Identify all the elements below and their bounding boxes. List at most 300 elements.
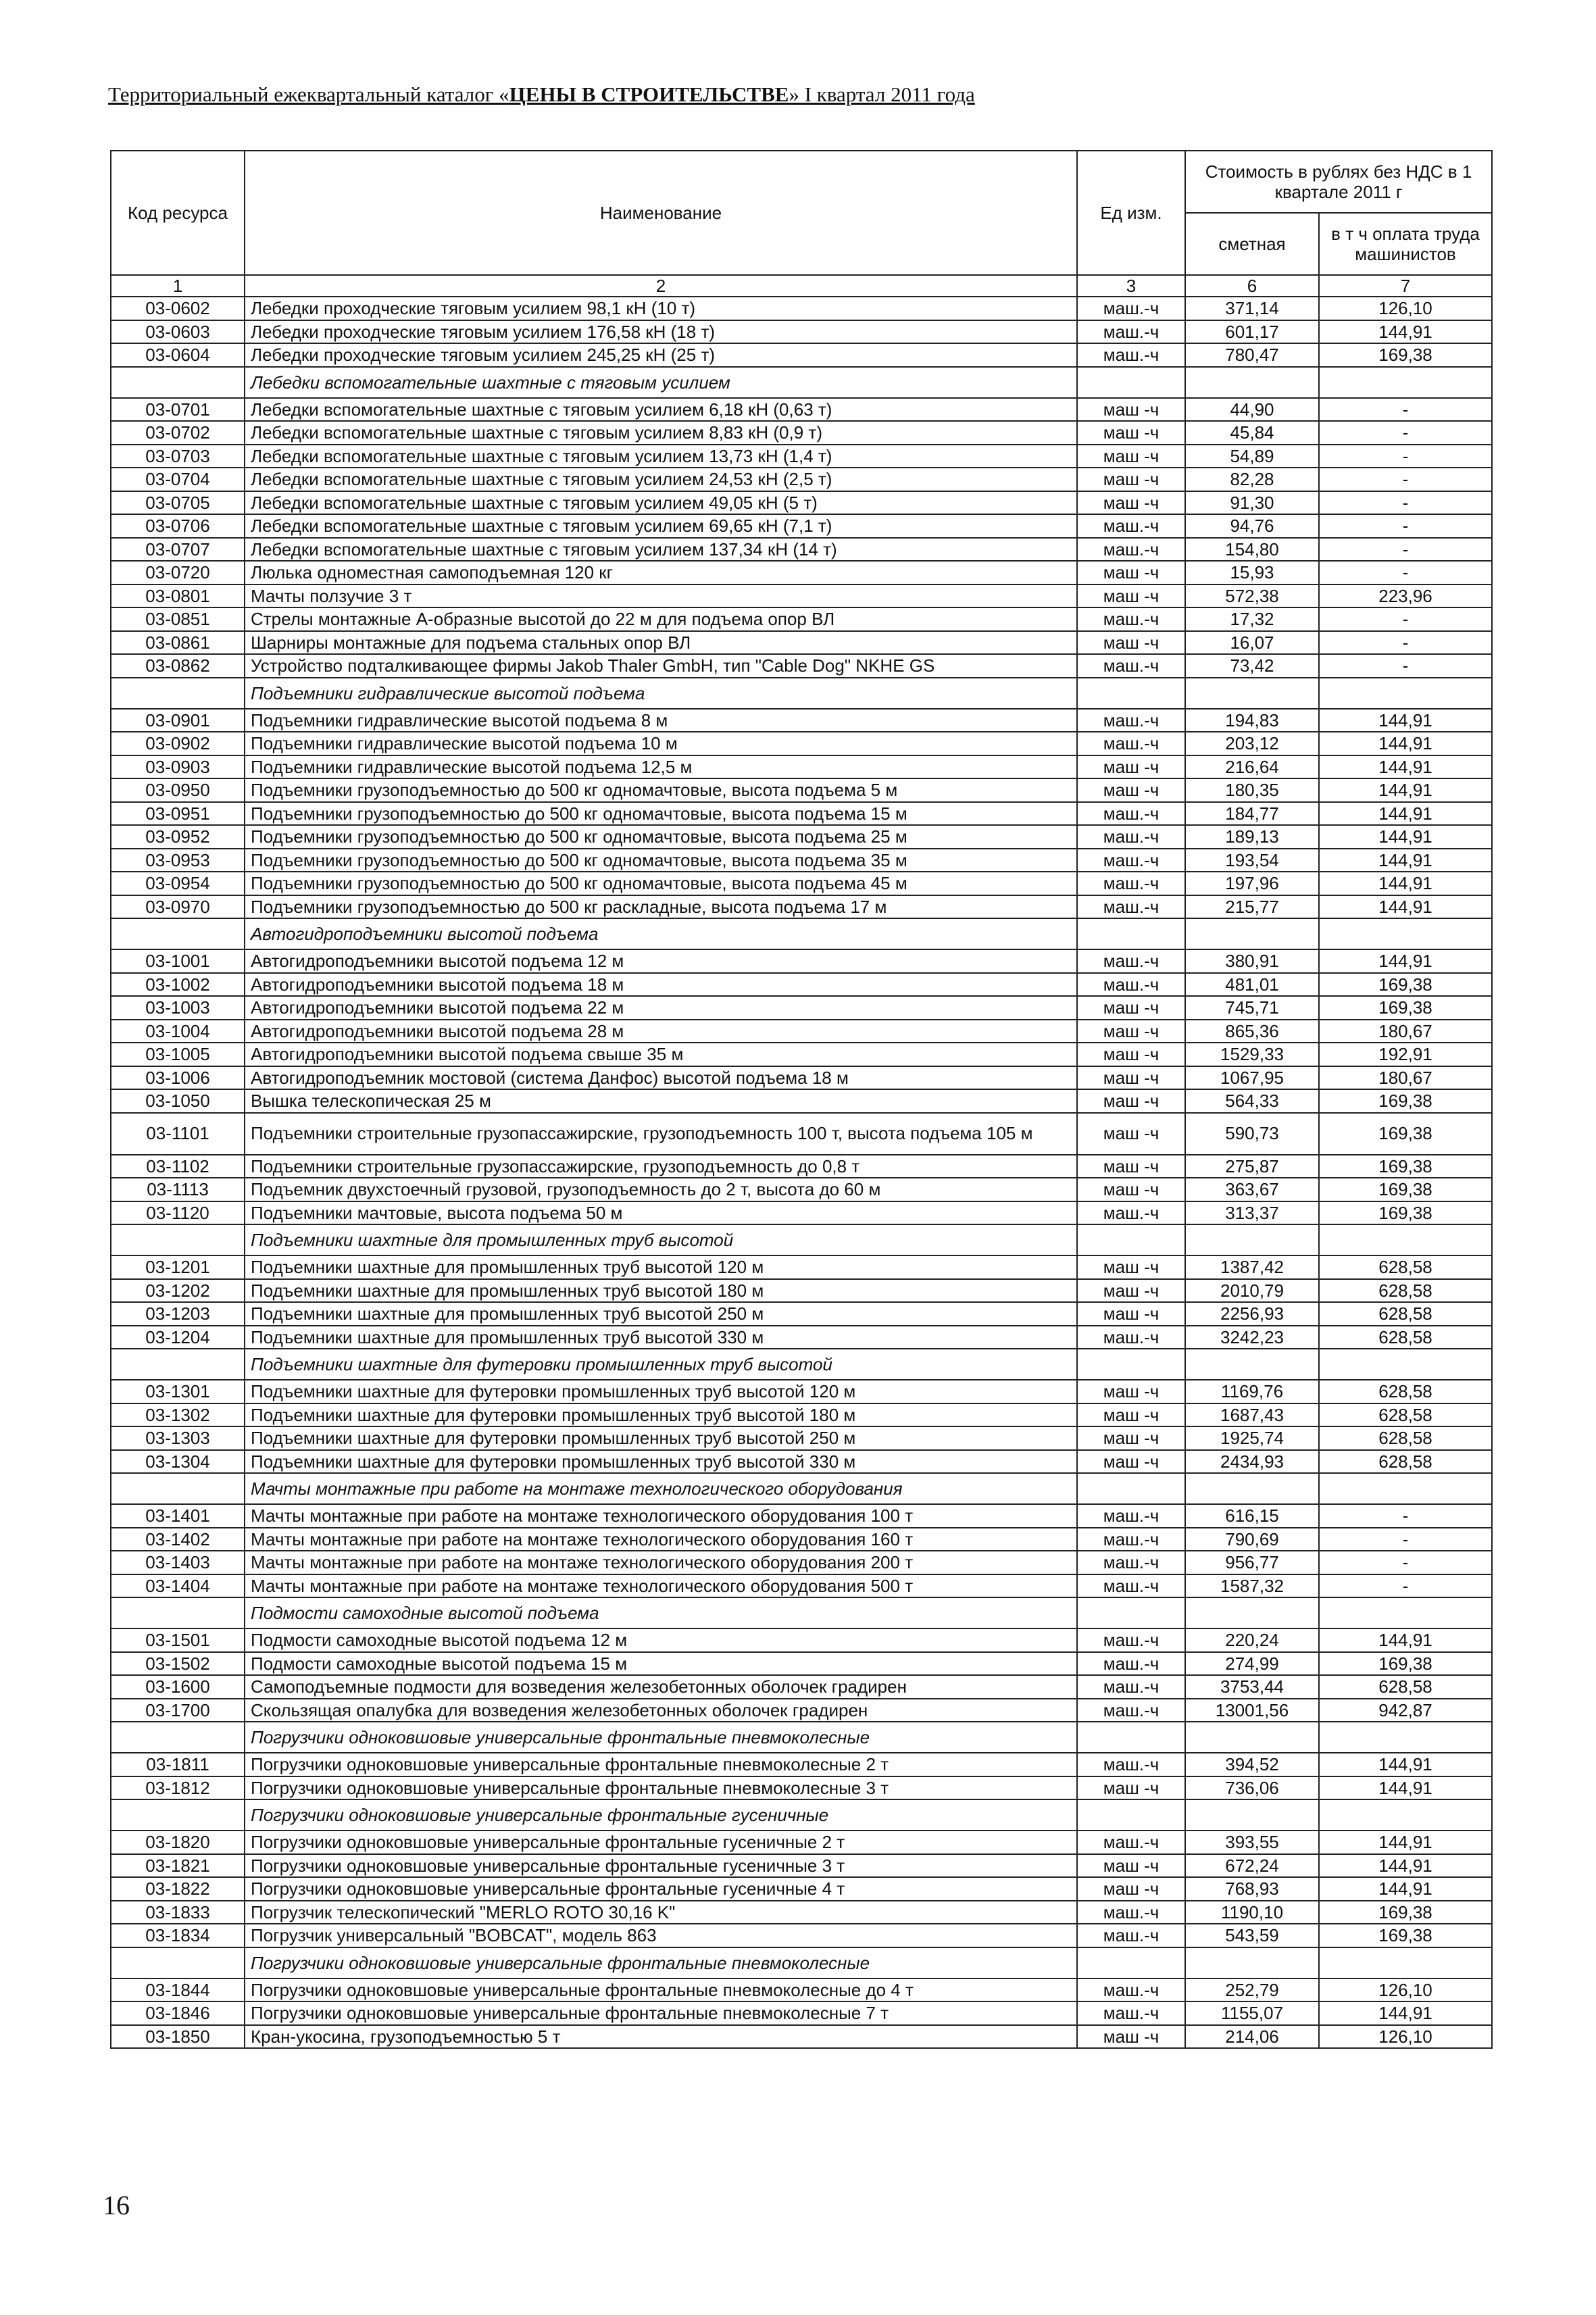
group-cost-cell — [1185, 678, 1319, 709]
unit-of-measure: маш.-ч — [1077, 320, 1185, 344]
page-number: 16 — [103, 2190, 130, 2220]
resource-name: Погрузчики одноковшовые универсальные фронтальные пневмоколесные 2 т — [245, 1753, 1077, 1776]
resource-name: Кран-укосина, грузоподъемностью 5 т — [245, 2025, 1077, 2049]
unit-of-measure: маш -ч — [1077, 1279, 1185, 1303]
column-number: 2 — [245, 275, 1077, 297]
group-title: Погрузчики одноковшовые универсальные фронтальные пневмоколесные — [245, 1722, 1077, 1753]
unit-of-measure: маш -ч — [1077, 1155, 1185, 1178]
resource-code: 03-1002 — [111, 973, 245, 997]
operator-labor-cost: 628,58 — [1319, 1426, 1492, 1450]
table-row — [111, 1574, 1492, 1598]
resource-code: 03-0720 — [111, 561, 245, 584]
table-row — [111, 1753, 1492, 1776]
resource-code: 03-0951 — [111, 802, 245, 826]
estimated-cost: 54,89 — [1185, 445, 1319, 468]
estimated-cost: 3753,44 — [1185, 1675, 1319, 1699]
unit-of-measure: маш.-ч — [1077, 1326, 1185, 1349]
operator-labor-cost: 144,91 — [1319, 709, 1492, 732]
resource-code: 03-1834 — [111, 1924, 245, 1947]
unit-of-measure: маш.-ч — [1077, 654, 1185, 678]
resource-name: Подъемники шахтные для футеровки промышленных труб высотой 330 м — [245, 1450, 1077, 1474]
resource-code: 03-1301 — [111, 1380, 245, 1403]
resource-name: Подъемники грузоподъемностью до 500 кг одномачтовые, высота подъема 5 м — [245, 778, 1077, 802]
operator-labor-cost: 169,38 — [1319, 1924, 1492, 1947]
resource-code: 03-1004 — [111, 1020, 245, 1043]
resource-code: 03-1050 — [111, 1089, 245, 1113]
table-row — [111, 1675, 1492, 1699]
estimated-cost: 601,17 — [1185, 320, 1319, 344]
operator-labor-cost: 144,91 — [1319, 778, 1492, 802]
resource-code: 03-1113 — [111, 1178, 245, 1201]
table-row — [111, 1020, 1492, 1043]
estimated-cost: 394,52 — [1185, 1753, 1319, 1776]
resource-name: Погрузчики одноковшовые универсальные фронтальные пневмоколесные до 4 т — [245, 1978, 1077, 2002]
table-row — [111, 1255, 1492, 1279]
table-row — [111, 2001, 1492, 2025]
header-code: Код ресурса — [111, 151, 245, 275]
table-row — [111, 1380, 1492, 1403]
estimated-cost: 203,12 — [1185, 732, 1319, 755]
operator-labor-cost: 144,91 — [1319, 755, 1492, 779]
operator-labor-cost: 126,10 — [1319, 2025, 1492, 2049]
estimated-cost: 1190,10 — [1185, 1901, 1319, 1924]
estimated-cost: 94,76 — [1185, 514, 1319, 538]
estimated-cost: 220,24 — [1185, 1628, 1319, 1652]
estimated-cost: 45,84 — [1185, 421, 1319, 445]
group-labor-cell — [1319, 1722, 1492, 1753]
estimated-cost: 590,73 — [1185, 1113, 1319, 1155]
resource-name: Подъемники шахтные для футеровки промышленных труб высотой 250 м — [245, 1426, 1077, 1450]
unit-of-measure: маш.-ч — [1077, 1574, 1185, 1598]
header-estimate: сметная — [1185, 213, 1319, 275]
resource-name: Подмости самоходные высотой подъема 15 м — [245, 1652, 1077, 1676]
group-unit-cell — [1077, 367, 1185, 398]
unit-of-measure: маш.-ч — [1077, 709, 1185, 732]
group-cost-cell — [1185, 1224, 1319, 1255]
resource-name: Погрузчики одноковшовые универсальные фронтальные пневмоколесные 3 т — [245, 1776, 1077, 1800]
unit-of-measure: маш -ч — [1077, 445, 1185, 468]
resource-name: Вышка телескопическая 25 м — [245, 1089, 1077, 1113]
estimated-cost: 73,42 — [1185, 654, 1319, 678]
unit-of-measure: маш.-ч — [1077, 1628, 1185, 1652]
resource-name: Подъемники грузоподъемностью до 500 кг одномачтовые, высота подъема 35 м — [245, 849, 1077, 872]
table-row — [111, 1089, 1492, 1113]
estimated-cost: 956,77 — [1185, 1551, 1319, 1574]
resource-code: 03-1203 — [111, 1302, 245, 1326]
resource-name: Лебедки вспомогательные шахтные с тяговым усилием 49,05 кН (5 т) — [245, 491, 1077, 515]
group-header-row — [111, 1224, 1492, 1255]
unit-of-measure: маш -ч — [1077, 1043, 1185, 1066]
resource-name: Лебедки проходческие тяговым усилием 98,1 кН (10 т) — [245, 297, 1077, 320]
group-title: Подъемники шахтные для промышленных труб высотой — [245, 1224, 1077, 1255]
operator-labor-cost: 628,58 — [1319, 1302, 1492, 1326]
table-row — [111, 1302, 1492, 1326]
resource-name: Подъемники шахтные для футеровки промышленных труб высотой 180 м — [245, 1403, 1077, 1427]
group-cost-cell — [1185, 1722, 1319, 1753]
operator-labor-cost: - — [1319, 654, 1492, 678]
resource-code: 03-0851 — [111, 607, 245, 631]
group-header-row — [111, 678, 1492, 709]
resource-name: Лебедки вспомогательные шахтные с тяговым усилием 24,53 кН (2,5 т) — [245, 468, 1077, 491]
table-row — [111, 1504, 1492, 1528]
estimated-cost: 481,01 — [1185, 973, 1319, 997]
group-title: Подмости самоходные высотой подъема — [245, 1597, 1077, 1628]
operator-labor-cost: 169,38 — [1319, 1201, 1492, 1225]
resource-name: Устройство подталкивающее фирмы Jakob Thaler GmbH, тип "Cable Dog" NKHE GS — [245, 654, 1077, 678]
estimated-cost: 275,87 — [1185, 1155, 1319, 1178]
estimated-cost: 1529,33 — [1185, 1043, 1319, 1066]
operator-labor-cost: 180,67 — [1319, 1020, 1492, 1043]
unit-of-measure: маш.-ч — [1077, 538, 1185, 562]
resource-code: 03-1846 — [111, 2001, 245, 2025]
estimated-cost: 1067,95 — [1185, 1066, 1319, 1090]
unit-of-measure: маш.-ч — [1077, 1675, 1185, 1699]
group-unit-cell — [1077, 918, 1185, 949]
table-row — [111, 949, 1492, 973]
resource-code: 03-0801 — [111, 584, 245, 608]
group-header-row — [111, 1473, 1492, 1504]
resource-code: 03-0952 — [111, 825, 245, 849]
resource-name: Подъемники гидравлические высотой подъема 8 м — [245, 709, 1077, 732]
column-number: 7 — [1319, 275, 1492, 297]
resource-code: 03-1811 — [111, 1753, 245, 1776]
resource-code: 03-0861 — [111, 631, 245, 655]
table-row — [111, 1924, 1492, 1947]
operator-labor-cost: 144,91 — [1319, 802, 1492, 826]
catalog-title — [108, 82, 975, 107]
group-header-row — [111, 918, 1492, 949]
resource-name: Погрузчики одноковшовые универсальные фронтальные гусеничные 3 т — [245, 1854, 1077, 1878]
table-row — [111, 468, 1492, 491]
table-row — [111, 732, 1492, 755]
resource-name: Подъемники шахтные для футеровки промышленных труб высотой 120 м — [245, 1380, 1077, 1403]
table-row — [111, 1551, 1492, 1574]
unit-of-measure: маш -ч — [1077, 1066, 1185, 1090]
operator-labor-cost: 144,91 — [1319, 2001, 1492, 2025]
operator-labor-cost: 169,38 — [1319, 1178, 1492, 1201]
group-labor-cell — [1319, 1597, 1492, 1628]
group-unit-cell — [1077, 1473, 1185, 1504]
group-cost-cell — [1185, 918, 1319, 949]
resource-name: Автогидроподъемники высотой подъема свыше 35 м — [245, 1043, 1077, 1066]
group-unit-cell — [1077, 1722, 1185, 1753]
operator-labor-cost: 144,91 — [1319, 1753, 1492, 1776]
table-row — [111, 538, 1492, 562]
unit-of-measure: маш -ч — [1077, 631, 1185, 655]
operator-labor-cost: - — [1319, 514, 1492, 538]
table-row — [111, 1426, 1492, 1450]
unit-of-measure: маш.-ч — [1077, 1201, 1185, 1225]
table-row — [111, 2025, 1492, 2049]
group-cost-cell — [1185, 367, 1319, 398]
column-number-row — [111, 275, 1492, 297]
group-title: Подъемники шахтные для футеровки промышленных труб высотой — [245, 1349, 1077, 1380]
estimated-cost: 768,93 — [1185, 1877, 1319, 1901]
unit-of-measure: маш.-ч — [1077, 849, 1185, 872]
operator-labor-cost: - — [1319, 607, 1492, 631]
table-row — [111, 895, 1492, 919]
unit-of-measure: маш -ч — [1077, 1178, 1185, 1201]
unit-of-measure: маш.-ч — [1077, 949, 1185, 973]
estimated-cost: 17,32 — [1185, 607, 1319, 631]
resource-name: Лебедки проходческие тяговым усилием 176,58 кН (18 т) — [245, 320, 1077, 344]
resource-code: 03-1812 — [111, 1776, 245, 1800]
group-title: Мачты монтажные при работе на монтаже технологического оборудования — [245, 1473, 1077, 1504]
group-labor-cell — [1319, 1473, 1492, 1504]
operator-labor-cost: 144,91 — [1319, 849, 1492, 872]
resource-code: 03-1402 — [111, 1528, 245, 1551]
unit-of-measure: маш.-ч — [1077, 973, 1185, 997]
column-number: 6 — [1185, 275, 1319, 297]
operator-labor-cost: - — [1319, 468, 1492, 491]
estimated-cost: 672,24 — [1185, 1854, 1319, 1878]
table-row — [111, 1652, 1492, 1676]
table-row — [111, 1628, 1492, 1652]
table-row — [111, 584, 1492, 608]
operator-labor-cost: - — [1319, 1528, 1492, 1551]
table-row — [111, 491, 1492, 515]
group-cost-cell — [1185, 1947, 1319, 1978]
table-row — [111, 297, 1492, 320]
table-row — [111, 445, 1492, 468]
table-row — [111, 421, 1492, 445]
resource-code: 03-0702 — [111, 421, 245, 445]
estimated-cost: 616,15 — [1185, 1504, 1319, 1528]
table-row — [111, 1901, 1492, 1924]
resource-code: 03-1120 — [111, 1201, 245, 1225]
group-code-cell — [111, 1799, 245, 1831]
group-header-row — [111, 1597, 1492, 1628]
operator-labor-cost: 628,58 — [1319, 1380, 1492, 1403]
unit-of-measure: маш -ч — [1077, 1020, 1185, 1043]
unit-of-measure: маш -ч — [1077, 1255, 1185, 1279]
operator-labor-cost: 169,38 — [1319, 343, 1492, 367]
resource-code: 03-1401 — [111, 1504, 245, 1528]
resource-name: Мачты монтажные при работе на монтаже технологического оборудования 200 т — [245, 1551, 1077, 1574]
table-body — [111, 297, 1492, 2048]
group-unit-cell — [1077, 1799, 1185, 1831]
table-row — [111, 320, 1492, 344]
resource-code: 03-0705 — [111, 491, 245, 515]
estimated-cost: 2010,79 — [1185, 1279, 1319, 1303]
estimated-cost: 363,67 — [1185, 1178, 1319, 1201]
group-code-cell — [111, 367, 245, 398]
operator-labor-cost: 628,58 — [1319, 1675, 1492, 1699]
resource-code: 03-1820 — [111, 1831, 245, 1854]
operator-labor-cost: 169,38 — [1319, 1155, 1492, 1178]
group-title: Погрузчики одноковшовые универсальные фронтальные гусеничные — [245, 1799, 1077, 1831]
operator-labor-cost: 628,58 — [1319, 1403, 1492, 1427]
resource-name: Подъемники грузоподъемностью до 500 кг одномачтовые, высота подъема 25 м — [245, 825, 1077, 849]
group-labor-cell — [1319, 1224, 1492, 1255]
group-header-row — [111, 1722, 1492, 1753]
resource-code: 03-0703 — [111, 445, 245, 468]
resource-name: Погрузчики одноковшовые универсальные фронтальные гусеничные 4 т — [245, 1877, 1077, 1901]
unit-of-measure: маш.-ч — [1077, 1652, 1185, 1676]
resource-name: Подъемники грузоподъемностью до 500 кг раскладные, высота подъема 17 м — [245, 895, 1077, 919]
resource-code: 03-1700 — [111, 1699, 245, 1722]
group-labor-cell — [1319, 1947, 1492, 1978]
resource-code: 03-0903 — [111, 755, 245, 779]
resource-name: Автогидроподъемники высотой подъема 28 м — [245, 1020, 1077, 1043]
resource-name: Погрузчик универсальный "BOBCAT", модель 863 — [245, 1924, 1077, 1947]
estimated-cost: 2256,93 — [1185, 1302, 1319, 1326]
operator-labor-cost: 144,91 — [1319, 1628, 1492, 1652]
resource-name: Подъемники шахтные для промышленных труб высотой 120 м — [245, 1255, 1077, 1279]
operator-labor-cost: 169,38 — [1319, 1652, 1492, 1676]
unit-of-measure: маш -ч — [1077, 2025, 1185, 2049]
estimated-cost: 393,55 — [1185, 1831, 1319, 1854]
resource-name: Погрузчики одноковшовые универсальные фронтальные гусеничные 2 т — [245, 1831, 1077, 1854]
resource-name: Шарниры монтажные для подъема стальных опор ВЛ — [245, 631, 1077, 655]
table-row — [111, 709, 1492, 732]
estimated-cost: 91,30 — [1185, 491, 1319, 515]
resource-code: 03-0950 — [111, 778, 245, 802]
operator-labor-cost: 144,91 — [1319, 872, 1492, 895]
table-row — [111, 1831, 1492, 1854]
estimated-cost: 572,38 — [1185, 584, 1319, 608]
estimated-cost: 790,69 — [1185, 1528, 1319, 1551]
unit-of-measure: маш.-ч — [1077, 2001, 1185, 2025]
resource-code: 03-1822 — [111, 1877, 245, 1901]
resource-code: 03-0970 — [111, 895, 245, 919]
unit-of-measure: маш.-ч — [1077, 1504, 1185, 1528]
resource-code: 03-1201 — [111, 1255, 245, 1279]
table-row — [111, 607, 1492, 631]
table-row — [111, 514, 1492, 538]
estimated-cost: 194,83 — [1185, 709, 1319, 732]
group-unit-cell — [1077, 1597, 1185, 1628]
resource-code: 03-1101 — [111, 1113, 245, 1155]
group-labor-cell — [1319, 367, 1492, 398]
resource-name: Лебедки вспомогательные шахтные с тяговым усилием 6,18 кН (0,63 т) — [245, 398, 1077, 422]
resource-name: Лебедки вспомогательные шахтные с тяговым усилием 137,34 кН (14 т) — [245, 538, 1077, 562]
estimated-cost: 180,35 — [1185, 778, 1319, 802]
operator-labor-cost: 144,91 — [1319, 825, 1492, 849]
resource-name: Подъемники гидравлические высотой подъема 10 м — [245, 732, 1077, 755]
resource-code: 03-1003 — [111, 996, 245, 1020]
estimated-cost: 1387,42 — [1185, 1255, 1319, 1279]
estimated-cost: 736,06 — [1185, 1776, 1319, 1800]
resource-name: Подъемники шахтные для промышленных труб высотой 330 м — [245, 1326, 1077, 1349]
resource-name: Скользящая опалубка для возведения железобетонных оболочек градирен — [245, 1699, 1077, 1722]
group-code-cell — [111, 1597, 245, 1628]
table-row — [111, 1113, 1492, 1155]
table-row — [111, 825, 1492, 849]
operator-labor-cost: - — [1319, 1504, 1492, 1528]
table-row — [111, 755, 1492, 779]
resource-name: Подъемник двухстоечный грузовой, грузоподъемность до 2 т, высота до 60 м — [245, 1178, 1077, 1201]
resource-code: 03-0901 — [111, 709, 245, 732]
group-unit-cell — [1077, 1224, 1185, 1255]
column-number: 1 — [111, 275, 245, 297]
table-row — [111, 849, 1492, 872]
group-header-row — [111, 367, 1492, 398]
resource-code: 03-1833 — [111, 1901, 245, 1924]
resource-name: Погрузчик телескопический "MERLO ROTO 30,16 K" — [245, 1901, 1077, 1924]
operator-labor-cost: 144,91 — [1319, 949, 1492, 973]
estimated-cost: 193,54 — [1185, 849, 1319, 872]
resource-name: Мачты монтажные при работе на монтаже технологического оборудования 100 т — [245, 1504, 1077, 1528]
table-row — [111, 1877, 1492, 1901]
unit-of-measure: маш.-ч — [1077, 343, 1185, 367]
group-code-cell — [111, 1473, 245, 1504]
resource-name: Подъемники строительные грузопассажирские, грузоподъемность до 0,8 т — [245, 1155, 1077, 1178]
table-row — [111, 1326, 1492, 1349]
estimated-cost: 16,07 — [1185, 631, 1319, 655]
operator-labor-cost: 144,91 — [1319, 1877, 1492, 1901]
unit-of-measure: маш -ч — [1077, 584, 1185, 608]
resource-name: Подъемники мачтовые, высота подъема 50 м — [245, 1201, 1077, 1225]
unit-of-measure: маш.-ч — [1077, 514, 1185, 538]
resource-name: Подъемники строительные грузопассажирские, грузоподъемность 100 т, высота подъема 105 м — [245, 1113, 1077, 1155]
unit-of-measure: маш -ч — [1077, 755, 1185, 779]
estimated-cost: 15,93 — [1185, 561, 1319, 584]
table-row — [111, 1066, 1492, 1090]
group-cost-cell — [1185, 1597, 1319, 1628]
unit-of-measure: маш.-ч — [1077, 1699, 1185, 1722]
resource-name: Подъемники грузоподъемностью до 500 кг одномачтовые, высота подъема 45 м — [245, 872, 1077, 895]
operator-labor-cost: - — [1319, 1551, 1492, 1574]
resource-name: Автогидроподъемники высотой подъема 18 м — [245, 973, 1077, 997]
group-cost-cell — [1185, 1349, 1319, 1380]
group-title: Автогидроподъемники высотой подъема — [245, 918, 1077, 949]
estimated-cost: 215,77 — [1185, 895, 1319, 919]
group-title: Лебедки вспомогательные шахтные с тяговым усилием — [245, 367, 1077, 398]
group-header-row — [111, 1799, 1492, 1831]
header-name: Наименование — [245, 151, 1077, 275]
group-header-row — [111, 1947, 1492, 1978]
operator-labor-cost: 169,38 — [1319, 1089, 1492, 1113]
group-labor-cell — [1319, 1349, 1492, 1380]
unit-of-measure: маш -ч — [1077, 1877, 1185, 1901]
resource-name: Мачты ползучие 3 т — [245, 584, 1077, 608]
resource-name: Люлька одноместная самоподъемная 120 кг — [245, 561, 1077, 584]
group-title: Подъемники гидравлические высотой подъема — [245, 678, 1077, 709]
resource-name: Автогидроподъемники высотой подъема 22 м — [245, 996, 1077, 1020]
estimated-cost: 3242,23 — [1185, 1326, 1319, 1349]
unit-of-measure: маш.-ч — [1077, 1831, 1185, 1854]
group-code-cell — [111, 678, 245, 709]
operator-labor-cost: 192,91 — [1319, 1043, 1492, 1066]
unit-of-measure: маш -ч — [1077, 398, 1185, 422]
table-row — [111, 1776, 1492, 1800]
estimated-cost: 1925,74 — [1185, 1426, 1319, 1450]
estimated-cost: 1587,32 — [1185, 1574, 1319, 1598]
resource-code: 03-1302 — [111, 1403, 245, 1427]
resource-code: 03-1821 — [111, 1854, 245, 1878]
resource-name: Самоподъемные подмости для возведения железобетонных оболочек градирен — [245, 1675, 1077, 1699]
resource-code: 03-1102 — [111, 1155, 245, 1178]
table-row — [111, 1155, 1492, 1178]
resource-name: Погрузчики одноковшовые универсальные фронтальные пневмоколесные 7 т — [245, 2001, 1077, 2025]
resource-code: 03-0603 — [111, 320, 245, 344]
resource-code: 03-1600 — [111, 1675, 245, 1699]
table-row — [111, 778, 1492, 802]
unit-of-measure: маш -ч — [1077, 1426, 1185, 1450]
operator-labor-cost: - — [1319, 561, 1492, 584]
table-row — [111, 654, 1492, 678]
unit-of-measure: маш.-ч — [1077, 802, 1185, 826]
resource-name: Подъемники шахтные для промышленных труб высотой 250 м — [245, 1302, 1077, 1326]
table-row — [111, 1978, 1492, 2002]
table-row — [111, 1699, 1492, 1722]
resource-code: 03-1202 — [111, 1279, 245, 1303]
operator-labor-cost: 144,91 — [1319, 895, 1492, 919]
operator-labor-cost: 144,91 — [1319, 1776, 1492, 1800]
unit-of-measure: маш.-ч — [1077, 1551, 1185, 1574]
estimated-cost: 184,77 — [1185, 802, 1319, 826]
